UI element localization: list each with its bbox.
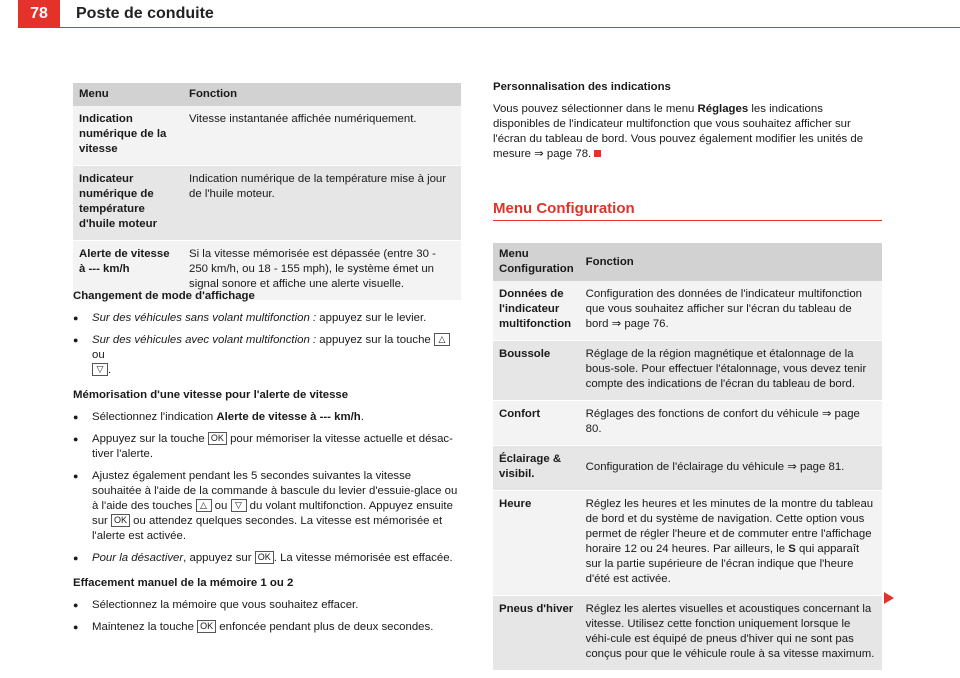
- menu-cell: Heure: [493, 491, 580, 596]
- table-row: [493, 401, 882, 446]
- table-header-fonction: Fonction: [183, 83, 461, 106]
- table-row: [73, 106, 461, 166]
- ok-key-icon: OK: [197, 620, 216, 633]
- bold-text: Alerte de vitesse à --- km/h: [216, 411, 361, 423]
- list-item: [73, 551, 463, 566]
- menu-cell: Boussole: [493, 341, 580, 401]
- italic-text: Sur des véhicules sans volant multifonction :: [92, 312, 317, 324]
- body-text: qui apparaît sur la partie supérieure de l'écran indique que l'heure d'été est activée.: [585, 543, 860, 585]
- table-row: [493, 446, 882, 491]
- function-cell: Indication numérique de la température mise à jour de l'huile moteur.: [183, 166, 461, 241]
- menu-cell: Données de l'indicateur multifonction: [493, 281, 580, 341]
- list-item: [73, 469, 463, 544]
- body-text: Réglez les heures et les minutes de la montre du tableau de bord et du système de navigation. Cette option vous permet de régler l'heure et de commuter entre l'affichage horaire 12 ou 24 heures. Par ailleurs, le: [585, 498, 874, 555]
- down-key-icon: ▽: [92, 363, 108, 376]
- function-cell: Réglez les alertes visuelles et acoustiques concernant la vitesse. Utilisez cette fonction uniquement lorsque le véhi-cule est équipé de pneus d'hiver qui ne sont pas conçus pour que le véhicule roule à sa vitesse maximum.: [580, 596, 882, 671]
- end-mark-icon: [594, 150, 601, 157]
- ok-key-icon: OK: [255, 551, 274, 564]
- body-text: Appuyez sur la touche: [92, 433, 208, 445]
- italic-text: Pour la désactiver: [92, 552, 184, 564]
- menu-cell: Alerte de vitesse à --- km/h: [73, 241, 183, 301]
- body-text: ou attendez quelques secondes. La vitesse est mémorisée et l'alerte est activée.: [92, 515, 443, 542]
- left-text-column: [73, 289, 463, 642]
- body-text: Sélectionnez l'indication: [92, 411, 217, 423]
- table-row: [73, 166, 461, 241]
- body-text: Maintenez la touche: [92, 621, 198, 633]
- body-text: .: [108, 364, 112, 376]
- function-cell: Réglages des fonctions de confort du véhicule ⇒ page 80.: [580, 401, 882, 446]
- list-item: [73, 598, 463, 613]
- body-text: ou: [92, 349, 105, 361]
- function-cell: Vitesse instantanée affichée numériquement.: [183, 106, 461, 166]
- next-page-arrow-icon: [884, 592, 894, 604]
- left-menu-table: [73, 83, 461, 300]
- list-item: [73, 432, 463, 462]
- function-cell: [580, 491, 882, 596]
- body-text: les indications disponibles de l'indicateur multifonction que vous souhaitez afficher sur l'écran du tableau de bord. Vous pouvez également modifier les unités de mesure ⇒ page 78.: [493, 103, 864, 160]
- page-title: Poste de conduite: [76, 5, 214, 22]
- table-header-menu: Menu Configuration: [493, 243, 580, 281]
- list-item: [73, 333, 463, 378]
- table-row: [493, 281, 882, 341]
- table-header-menu: Menu: [73, 83, 183, 106]
- section-rule: [493, 220, 882, 221]
- body-text: .: [360, 411, 364, 423]
- menu-cell: Éclairage & visibil.: [493, 446, 580, 491]
- section-heading: Personnalisation des indications: [493, 81, 671, 93]
- function-cell: Configuration de l'éclairage du véhicule ⇒ page 81.: [580, 446, 882, 491]
- menu-cell: Indicateur numérique de température d'huile moteur: [73, 166, 183, 241]
- body-text: pour mémoriser la vitesse actuelle et désac-tiver l'alerte.: [92, 433, 453, 460]
- bold-text: S: [788, 543, 796, 555]
- table-header-fonction: Fonction: [580, 243, 882, 281]
- menu-cell: Pneus d'hiver: [493, 596, 580, 671]
- down-key-icon: ▽: [231, 499, 247, 512]
- section-heading: Effacement manuel de la mémoire 1 ou 2: [73, 577, 294, 589]
- body-text: du volant multifonction. Appuyez ensuite sur: [92, 500, 453, 527]
- section-title: Menu Configuration: [493, 200, 635, 217]
- italic-text: Sur des véhicules avec volant multifonction :: [92, 334, 317, 346]
- body-text: appuyez sur le levier.: [316, 312, 427, 324]
- ok-key-icon: OK: [208, 432, 227, 445]
- body-text: . La vitesse mémorisée est effacée.: [273, 552, 453, 564]
- list-item: [73, 620, 463, 635]
- page-number: 78: [18, 0, 60, 28]
- bold-text: Réglages: [697, 103, 749, 115]
- section-heading: Mémorisation d'une vitesse pour l'alerte de vitesse: [73, 389, 349, 401]
- list-item: [73, 311, 463, 326]
- function-cell: Configuration des données de l'indicateur multifonction que vous souhaitez afficher sur l'écran du tableau de bord ⇒ page 76.: [580, 281, 882, 341]
- table-row: [493, 491, 882, 596]
- body-text: ou: [211, 500, 231, 512]
- function-cell: Réglage de la région magnétique et étalonnage de la bous-sole. Pour effectuer l'étalonnage, vous devez tenir compte des indications de l'écran du tableau de bord.: [580, 341, 882, 401]
- body-text: appuyez sur la touche: [316, 334, 434, 346]
- menu-cell: Indication numérique de la vitesse: [73, 106, 183, 166]
- up-key-icon: △: [196, 499, 212, 512]
- body-text: , appuyez sur: [183, 552, 255, 564]
- up-key-icon: △: [434, 333, 450, 346]
- config-menu-table: [493, 243, 882, 670]
- function-cell: Si la vitesse mémorisée est dépassée (entre 30 - 250 km/h, ou 18 - 155 mph), le système émet un signal sonore et affiche une alerte visuelle.: [183, 241, 461, 301]
- right-text-column: [493, 80, 883, 169]
- header-rule: [60, 27, 960, 28]
- body-text: Vous pouvez sélectionner dans le menu: [493, 103, 698, 115]
- body-text: Ajustez également pendant les 5 secondes suivantes la vitesse souhaitée à l'aide de la commande à bascule du levier d'essuie-glace ou à l'aide des touches: [92, 470, 458, 512]
- table-row: [493, 596, 882, 671]
- section-heading: Changement de mode d'affichage: [73, 290, 255, 302]
- body-text: enfoncée pendant plus de deux secondes.: [216, 621, 434, 633]
- table-row: [493, 341, 882, 401]
- paragraph: [493, 102, 883, 162]
- menu-cell: Confort: [493, 401, 580, 446]
- list-item: [73, 410, 463, 425]
- ok-key-icon: OK: [111, 514, 130, 527]
- body-text: Sélectionnez la mémoire que vous souhaitez effacer.: [92, 599, 359, 611]
- page-header: [0, 0, 960, 28]
